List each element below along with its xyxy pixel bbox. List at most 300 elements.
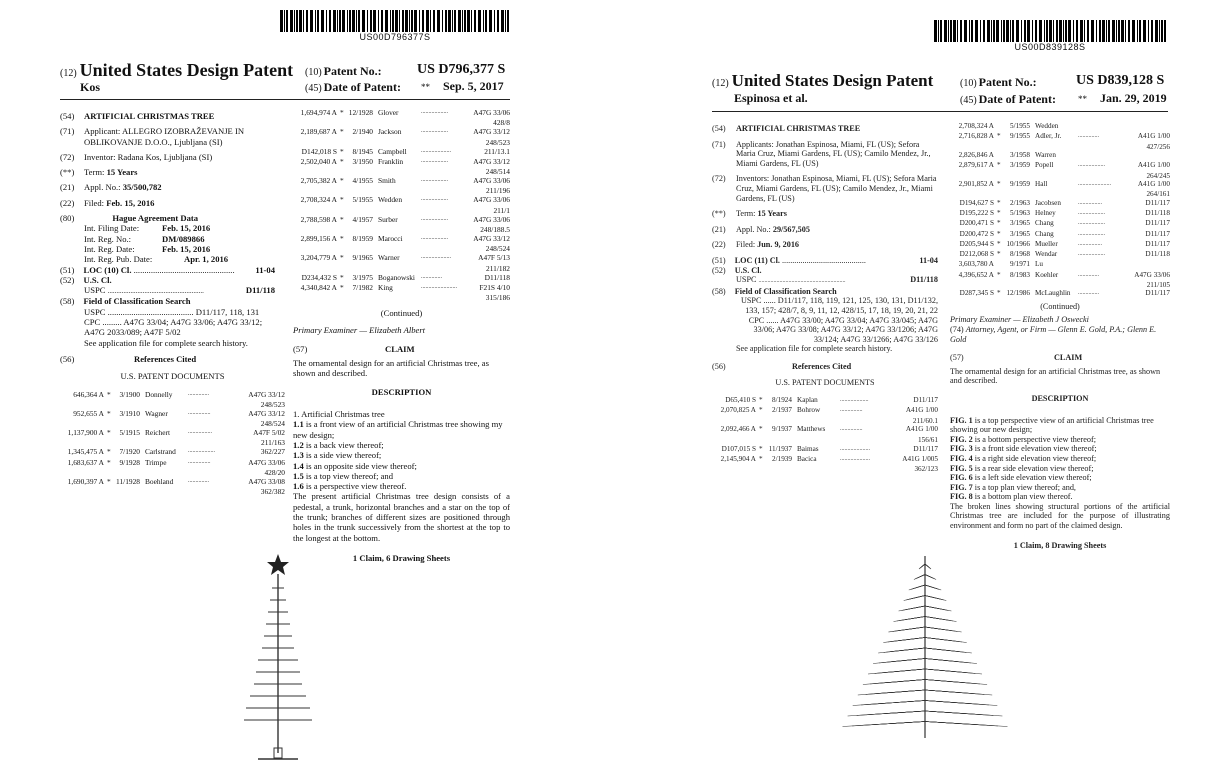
field-label: Term: <box>84 167 105 178</box>
ref-name: Helney <box>1035 209 1056 217</box>
description-item <box>293 450 510 460</box>
field-search-note: See application file for complete search history. <box>84 337 248 348</box>
reference-row <box>293 283 510 293</box>
field-label: Inventor: <box>84 151 116 162</box>
ref-name: Warren <box>1035 151 1056 159</box>
loc-value: 11-04 <box>919 255 938 265</box>
figure-text: is a top plan view thereof; and, <box>974 482 1076 492</box>
ref-class: F21S 4/10 <box>479 282 510 292</box>
ref-dots: .................. <box>421 215 448 222</box>
continued-note: (Continued) <box>380 308 423 319</box>
ref-subclass: 211/163 <box>261 438 285 448</box>
ref-date: 3/1958 <box>1010 151 1030 159</box>
figure-text: is a perspective view thereof. <box>305 481 407 492</box>
ref-number: 2,502,040 A <box>300 156 337 166</box>
ref-date: 11/1937 <box>768 444 792 453</box>
ref-name: Wedden <box>1035 122 1059 130</box>
examiner: Primary Examiner — Elizabeth Albert <box>293 324 426 335</box>
ref-class: A47G 33/06 <box>1134 270 1170 279</box>
refs-code: (56) <box>60 353 75 364</box>
hague-label: Int. Reg. Pub. Date: <box>84 254 153 265</box>
figure-text: is a back view thereof; <box>305 439 384 450</box>
ref-name: Bacica <box>797 454 817 463</box>
field-value <box>736 240 938 250</box>
ref-class: D11/117 <box>1145 229 1170 238</box>
uspc-row <box>84 285 285 296</box>
uscl-label: U.S. Cl. <box>734 265 762 275</box>
reference-row <box>950 240 1170 250</box>
ref-number: 2,899,156 A <box>300 234 337 244</box>
ref-number: 2,189,687 A <box>300 127 337 137</box>
ref-subclass: 362/123 <box>914 465 938 474</box>
date-label: Date of Patent: <box>978 92 1056 106</box>
patent-no-code: (10) <box>305 67 322 78</box>
ref-name: Surber <box>378 214 398 224</box>
header-rule <box>60 99 510 100</box>
ref-name: Wedden <box>378 195 403 205</box>
hague-label: Int. Reg. Date: <box>84 243 135 254</box>
attorney-row <box>950 325 1170 344</box>
description-item <box>950 435 1170 445</box>
uscl-code: (52) <box>712 265 726 275</box>
ref-star: * <box>340 272 344 282</box>
ref-star: * <box>997 219 1001 228</box>
refs-title: References Cited <box>792 361 852 371</box>
ref-subclass: 427/256 <box>1146 142 1170 151</box>
ref-number: 2,708,324 A <box>958 122 994 130</box>
loc-label: LOC (10) Cl. <box>83 264 132 275</box>
claim-title: CLAIM <box>1054 353 1083 363</box>
hague-label: Int. Filing Date: <box>84 223 140 234</box>
ref-number: 2,092,466 A <box>720 425 756 434</box>
ref-name: Hall <box>1035 180 1048 188</box>
ref-class: 211/13.1 <box>484 146 510 156</box>
ref-dots: ............... <box>840 407 863 414</box>
ref-dots: .................. <box>421 177 448 184</box>
field-list <box>60 111 285 208</box>
ref-star: * <box>340 176 344 186</box>
field-code: (72) <box>712 174 726 184</box>
refs-title: References Cited <box>134 353 197 364</box>
field-search-note: See application file for complete search history. <box>736 344 893 354</box>
ref-number: 2,708,324 A <box>300 195 337 205</box>
ref-dots: .................. <box>1078 230 1105 237</box>
ref-number: 2,901,852 A <box>958 180 994 188</box>
description-list <box>950 416 1170 502</box>
field-row <box>712 174 938 203</box>
inventor-surname: Espinosa et al. <box>734 91 808 105</box>
ref-dots: .................. <box>421 109 448 115</box>
attorney-code: (74) <box>950 324 964 334</box>
figure-text: is a top view thereof; and <box>305 470 394 481</box>
ref-number: 646,364 A <box>73 389 104 399</box>
patent-no-label: Patent No.: <box>978 75 1037 89</box>
reference-row <box>950 199 1170 209</box>
ref-subclass: 248/524 <box>485 244 510 254</box>
ref-name: Trimpe <box>145 457 167 467</box>
field-label: Term: <box>736 209 756 219</box>
ref-star: * <box>997 229 1001 238</box>
loc-row <box>60 265 285 275</box>
reference-row <box>950 180 1170 190</box>
field-text: ALLEGRO IZOBRAŽEVANJE IN OBLIKOVANJE D.O.O., Ljubljana (SI) <box>84 126 245 147</box>
ref-subclass: 248/523 <box>260 399 285 409</box>
field-row <box>60 152 285 162</box>
field-code: (21) <box>712 224 726 234</box>
description-title: DESCRIPTION <box>1031 393 1089 403</box>
figure-text: is an opposite side view thereof; <box>305 460 417 471</box>
ref-date: 5/1955 <box>352 195 373 205</box>
field-text: Jonathan Espinosa, Miami, FL (US); Sefora Maria Cruz, Miami Gardens, FL (US); Camilo Mendez, Jr., Miami Gardens, FL (US) <box>736 174 937 203</box>
ref-class: A41G 1/00 <box>905 406 938 415</box>
patent-date: Jan. 29, 2019 <box>1100 91 1167 105</box>
ref-number: 4,396,652 A <box>958 270 994 279</box>
reference-row <box>712 445 938 455</box>
ref-class: D11/118 <box>1145 250 1170 259</box>
ref-number: 2,145,904 A <box>720 454 756 463</box>
ref-name: Carlstrand <box>145 447 176 457</box>
ref-number: 1,690,397 A <box>67 477 104 487</box>
claim-text: The ornamental design for an artificial Christmas tree, as shown and described. <box>293 358 489 379</box>
ref-date: 3/1900 <box>119 389 140 399</box>
references-claim-column <box>293 108 510 563</box>
reference-row <box>60 477 285 487</box>
ref-subclass: 211/1 <box>493 205 510 215</box>
ref-class: A47G 33/06 <box>248 457 285 467</box>
ref-star: * <box>340 127 344 137</box>
ref-date: 3/1910 <box>119 408 140 418</box>
header-title: United States Design Patent <box>79 60 294 80</box>
header-rule <box>712 111 1168 112</box>
ref-date: 11/1928 <box>116 477 140 487</box>
ref-date: 7/1982 <box>352 282 373 292</box>
field-row <box>712 225 938 235</box>
uscl-row <box>712 266 938 276</box>
reference-row <box>950 219 1170 229</box>
ref-date: 9/1937 <box>772 425 792 434</box>
reference-row <box>293 147 510 157</box>
figure-text: is a bottom perspective view thereof; <box>974 434 1096 444</box>
ref-date: 8/1983 <box>1010 270 1030 279</box>
description-item <box>950 483 1170 493</box>
ref-dots: ............... <box>188 458 211 465</box>
header-code: (12) <box>712 78 729 89</box>
field-value <box>84 111 285 121</box>
ref-date: 3/1950 <box>352 156 373 166</box>
date-row <box>305 80 605 95</box>
ref-star: * <box>997 161 1001 170</box>
ref-dots: .................. <box>1078 220 1105 227</box>
ref-number: D200,472 S <box>959 229 994 238</box>
patent-page-left <box>0 0 612 768</box>
figure-label: FIG. 8 <box>950 492 973 502</box>
hague-row <box>84 254 285 264</box>
inventor-surname: Kos <box>80 80 101 94</box>
ref-class: 362/227 <box>260 447 285 457</box>
description-item <box>950 473 1170 483</box>
hague-label: Int. Reg. No.: <box>84 233 132 244</box>
field-text: 15 Years <box>106 167 138 178</box>
field-label: Filed: <box>736 240 756 250</box>
ref-date: 5/1963 <box>1010 209 1030 217</box>
date-code: (45) <box>960 95 977 106</box>
ref-star: * <box>340 214 344 224</box>
ref-star: * <box>340 282 344 292</box>
field-code: (21) <box>60 182 75 193</box>
ref-dots: .................. <box>421 128 448 135</box>
hague-value: Feb. 15, 2016 <box>162 223 211 234</box>
field-text: 29/567,505 <box>772 224 810 234</box>
field-search-row <box>712 287 938 297</box>
ref-dots: ................ <box>188 429 212 436</box>
uscl-code: (52) <box>60 274 75 285</box>
uspc-dots: ....................................................... <box>107 287 204 296</box>
ref-name: Glover <box>378 108 399 117</box>
figure-label: FIG. 3 <box>950 444 973 454</box>
figure-text: is a top perspective view of an artificial Christmas tree showing our new design; <box>950 415 1154 435</box>
ref-number: 952,655 A <box>73 408 104 418</box>
reference-row <box>712 455 938 465</box>
figure-text: is a left side elevation view thereof; <box>974 473 1092 483</box>
ref-name: Boehland <box>145 477 174 487</box>
bibliographic-column <box>712 124 938 474</box>
ref-name: Koehler <box>1035 270 1059 279</box>
uspc-value: D11/118 <box>245 285 275 296</box>
date-stars: ** <box>421 82 430 92</box>
field-row <box>60 167 285 177</box>
ref-name: Wagner <box>145 408 168 418</box>
hague-title-row <box>60 213 285 223</box>
ref-star: * <box>340 156 344 166</box>
field-code: (54) <box>712 124 726 133</box>
patent-number: US D796,377 S <box>417 62 506 77</box>
uscl-label: U.S. Cl. <box>83 274 112 285</box>
field-search-uspc: USPC ...... D11/117, 118, 119, 121, 125, 130, 131, D11/132, 133, 157; 428/7, 8, 9, 11, 12, 428/15, 17, 18, 19, 20, 21, 22 <box>740 296 938 315</box>
ref-number: D194,627 S <box>959 198 994 207</box>
ref-subclass: 428/8 <box>493 118 510 128</box>
field-search-code: (58) <box>60 296 75 307</box>
reference-row <box>293 176 510 186</box>
ref-dots: .................. <box>421 157 448 164</box>
figure-text: is a side view thereof; <box>305 450 382 461</box>
ref-subclass: 362/382 <box>260 487 285 497</box>
ref-number: 2,070,825 A <box>720 406 756 415</box>
ref-class: A47G 33/06 <box>473 176 510 186</box>
description-item <box>950 464 1170 474</box>
ref-dots: ................ <box>1078 240 1102 247</box>
ref-dots: .................. <box>188 448 215 455</box>
ref-date: 9/1928 <box>119 457 140 467</box>
description-intro: 1. Artificial Christmas tree <box>293 409 385 420</box>
ref-subclass: 211/60.1 <box>912 416 938 425</box>
reference-row <box>60 458 285 468</box>
field-text: Jonathan Espinosa, Miami, FL (US); Sefora Maria Cruz, Miami Gardens, FL (US); Camilo Mendez, Jr., Miami Gardens, FL (US) <box>736 139 931 168</box>
ref-class: A41G 1/00 <box>1137 161 1170 170</box>
ref-class: D11/117 <box>1145 239 1170 248</box>
ref-date: 8/1959 <box>352 234 373 244</box>
reference-row <box>293 108 510 118</box>
ref-name: Jacobsen <box>1035 198 1061 207</box>
ref-class: A47G 33/12 <box>473 156 510 166</box>
tree-drawing <box>228 548 328 763</box>
field-label: Applicants: <box>736 139 774 149</box>
ref-date: 5/1915 <box>119 428 140 438</box>
ref-star: * <box>107 447 111 457</box>
description-item <box>293 471 510 481</box>
field-value <box>736 174 938 203</box>
hague-row <box>84 244 285 254</box>
ref-dots: .................... <box>840 455 870 462</box>
ref-date: 7/1920 <box>119 447 140 457</box>
reference-row <box>712 396 938 406</box>
ref-name: Campbell <box>378 146 407 156</box>
ref-dots: ................... <box>840 397 869 404</box>
date-code: (45) <box>305 83 322 94</box>
ref-dots: ............... <box>840 426 863 433</box>
patent-number: US D839,128 S <box>1076 73 1165 88</box>
ref-dots: ................ <box>1078 199 1102 206</box>
refs-list-1 <box>712 396 938 474</box>
claim-text: The ornamental design for an artificial Christmas tree, as shown and described. <box>950 366 1161 386</box>
continued-note: (Continued) <box>1040 301 1080 311</box>
refs-title-row <box>60 354 285 364</box>
field-value <box>84 167 285 177</box>
field-row <box>712 124 938 134</box>
ref-star: * <box>340 234 344 244</box>
field-code: (**) <box>712 209 726 219</box>
description-paragraph: The broken lines showing structural portions of the artificial Christmas tree are included for the purpose of illustrating environment and form no part of the claimed design. <box>950 501 1170 531</box>
ref-number: 4,340,842 A <box>300 282 337 292</box>
barcode <box>280 10 510 32</box>
ref-star: * <box>107 428 111 438</box>
ref-star: * <box>997 239 1001 248</box>
uspc-label: USPC <box>736 275 757 285</box>
field-search-uspc: USPC ........................................ D11/117, 118, 131 <box>84 306 260 317</box>
figure-text: is a right side elevation view thereof; <box>974 453 1097 463</box>
figure-label: 1.4 <box>293 460 304 471</box>
ref-number: 1,683,637 A <box>67 457 104 467</box>
ref-number: 1,694,974 A <box>300 108 337 117</box>
ref-subclass: 248/524 <box>260 419 285 429</box>
date-stars: ** <box>1078 94 1087 104</box>
field-value <box>84 152 285 162</box>
ref-subclass: 315/186 <box>485 293 510 303</box>
refs-subtitle: U.S. PATENT DOCUMENTS <box>775 378 875 388</box>
ref-star: * <box>759 406 763 415</box>
ref-star: * <box>759 396 763 405</box>
ref-number: D65,410 S <box>725 396 756 405</box>
loc-code: (51) <box>60 264 75 275</box>
date-row <box>960 92 1220 107</box>
field-row <box>60 198 285 208</box>
reference-row <box>950 260 1170 270</box>
description-item <box>293 461 510 471</box>
field-value <box>736 209 938 219</box>
loc-value: 11-04 <box>255 264 275 275</box>
ref-number: D195,222 S <box>959 209 994 217</box>
reference-row <box>293 215 510 225</box>
claim-title-row <box>950 353 1170 363</box>
field-row <box>60 182 285 192</box>
ref-dots: .................. <box>1078 251 1105 258</box>
field-label: Appl. No.: <box>84 182 121 193</box>
ref-dots: ...................... <box>1078 181 1111 187</box>
ref-date: 3/1975 <box>352 272 373 282</box>
field-code: (72) <box>60 151 75 162</box>
ref-class: A47G 33/06 <box>473 195 510 205</box>
ref-date: 9/1955 <box>1010 132 1030 141</box>
field-list <box>712 124 938 250</box>
ref-number: D234,432 S <box>301 272 337 282</box>
ref-class: D11/117 <box>913 444 938 453</box>
hague-row <box>84 223 285 233</box>
ref-name: Marocci <box>378 234 403 244</box>
ref-name: Smith <box>378 176 396 186</box>
refs-list-2 <box>293 108 510 302</box>
ref-star: * <box>759 444 763 453</box>
ref-subclass: 211/105 <box>1146 281 1170 290</box>
ref-number: D200,471 S <box>959 219 994 228</box>
reference-row <box>293 157 510 167</box>
ref-date: 8/1945 <box>352 146 373 156</box>
ref-name: Boganowski <box>378 272 415 282</box>
ref-name: Matthews <box>797 425 826 434</box>
patent-number-row <box>960 75 1220 90</box>
barcode <box>934 20 1166 42</box>
loc-code: (51) <box>712 255 726 265</box>
uspc-value: D11/118 <box>910 275 938 285</box>
refs-title-row <box>712 362 938 372</box>
patent-number-row <box>305 64 605 79</box>
ref-class: A47G 33/12 <box>473 127 510 137</box>
reference-row <box>950 271 1170 281</box>
uscl-row <box>60 275 285 285</box>
field-value <box>736 225 938 235</box>
ref-dots: .............. <box>188 478 209 485</box>
field-row <box>712 140 938 169</box>
ref-number: 2,879,617 A <box>958 161 994 170</box>
ref-star: * <box>997 180 1001 188</box>
description-paragraph: The present artificial Christmas tree design consists of a pedestal, a trunk, horizontal branches and a star on the top of the trunk; branches of different sizes are positioned through holes in the trunk successively from the shortest at the top to the longest at the bottom. <box>293 491 510 543</box>
ref-star: * <box>340 195 344 205</box>
claim-title: CLAIM <box>385 343 415 354</box>
hague-row <box>84 234 285 244</box>
field-search-cpc: CPC ...... A47G 33/00; A47G 33/04; A47G 33/045; A47G 33/06; A47G 33/08; A47G 33/12; A47G 33/1206; A47G 33/124; A47G 33/1266; A47G 33/126 <box>748 315 938 344</box>
field-row <box>60 111 285 121</box>
reference-row <box>950 230 1170 240</box>
field-code: (**) <box>60 167 75 178</box>
ref-dots: .............. <box>1078 271 1099 278</box>
reference-row <box>60 428 285 438</box>
figure-text: is a rear side elevation view thereof; <box>974 463 1094 473</box>
figure-label: 1.1 <box>293 419 304 430</box>
field-value <box>84 126 285 147</box>
ref-name: Wendar <box>1035 250 1058 259</box>
hague-code: (80) <box>60 213 75 224</box>
figure-label: 1.6 <box>293 481 304 492</box>
reference-row <box>950 209 1170 219</box>
ref-name: Kaplan <box>797 396 818 405</box>
ref-number: D205,944 S <box>959 239 994 248</box>
refs-subtitle: U.S. PATENT DOCUMENTS <box>120 371 225 382</box>
claim-code: (57) <box>950 353 964 363</box>
loc-dots: ............................................... <box>133 264 235 275</box>
ref-number: 3,204,779 A <box>300 253 337 263</box>
ref-name: Bohrow <box>797 406 821 415</box>
ref-number: D107,015 S <box>721 444 756 453</box>
reference-row <box>950 250 1170 260</box>
ref-star: * <box>997 250 1001 259</box>
